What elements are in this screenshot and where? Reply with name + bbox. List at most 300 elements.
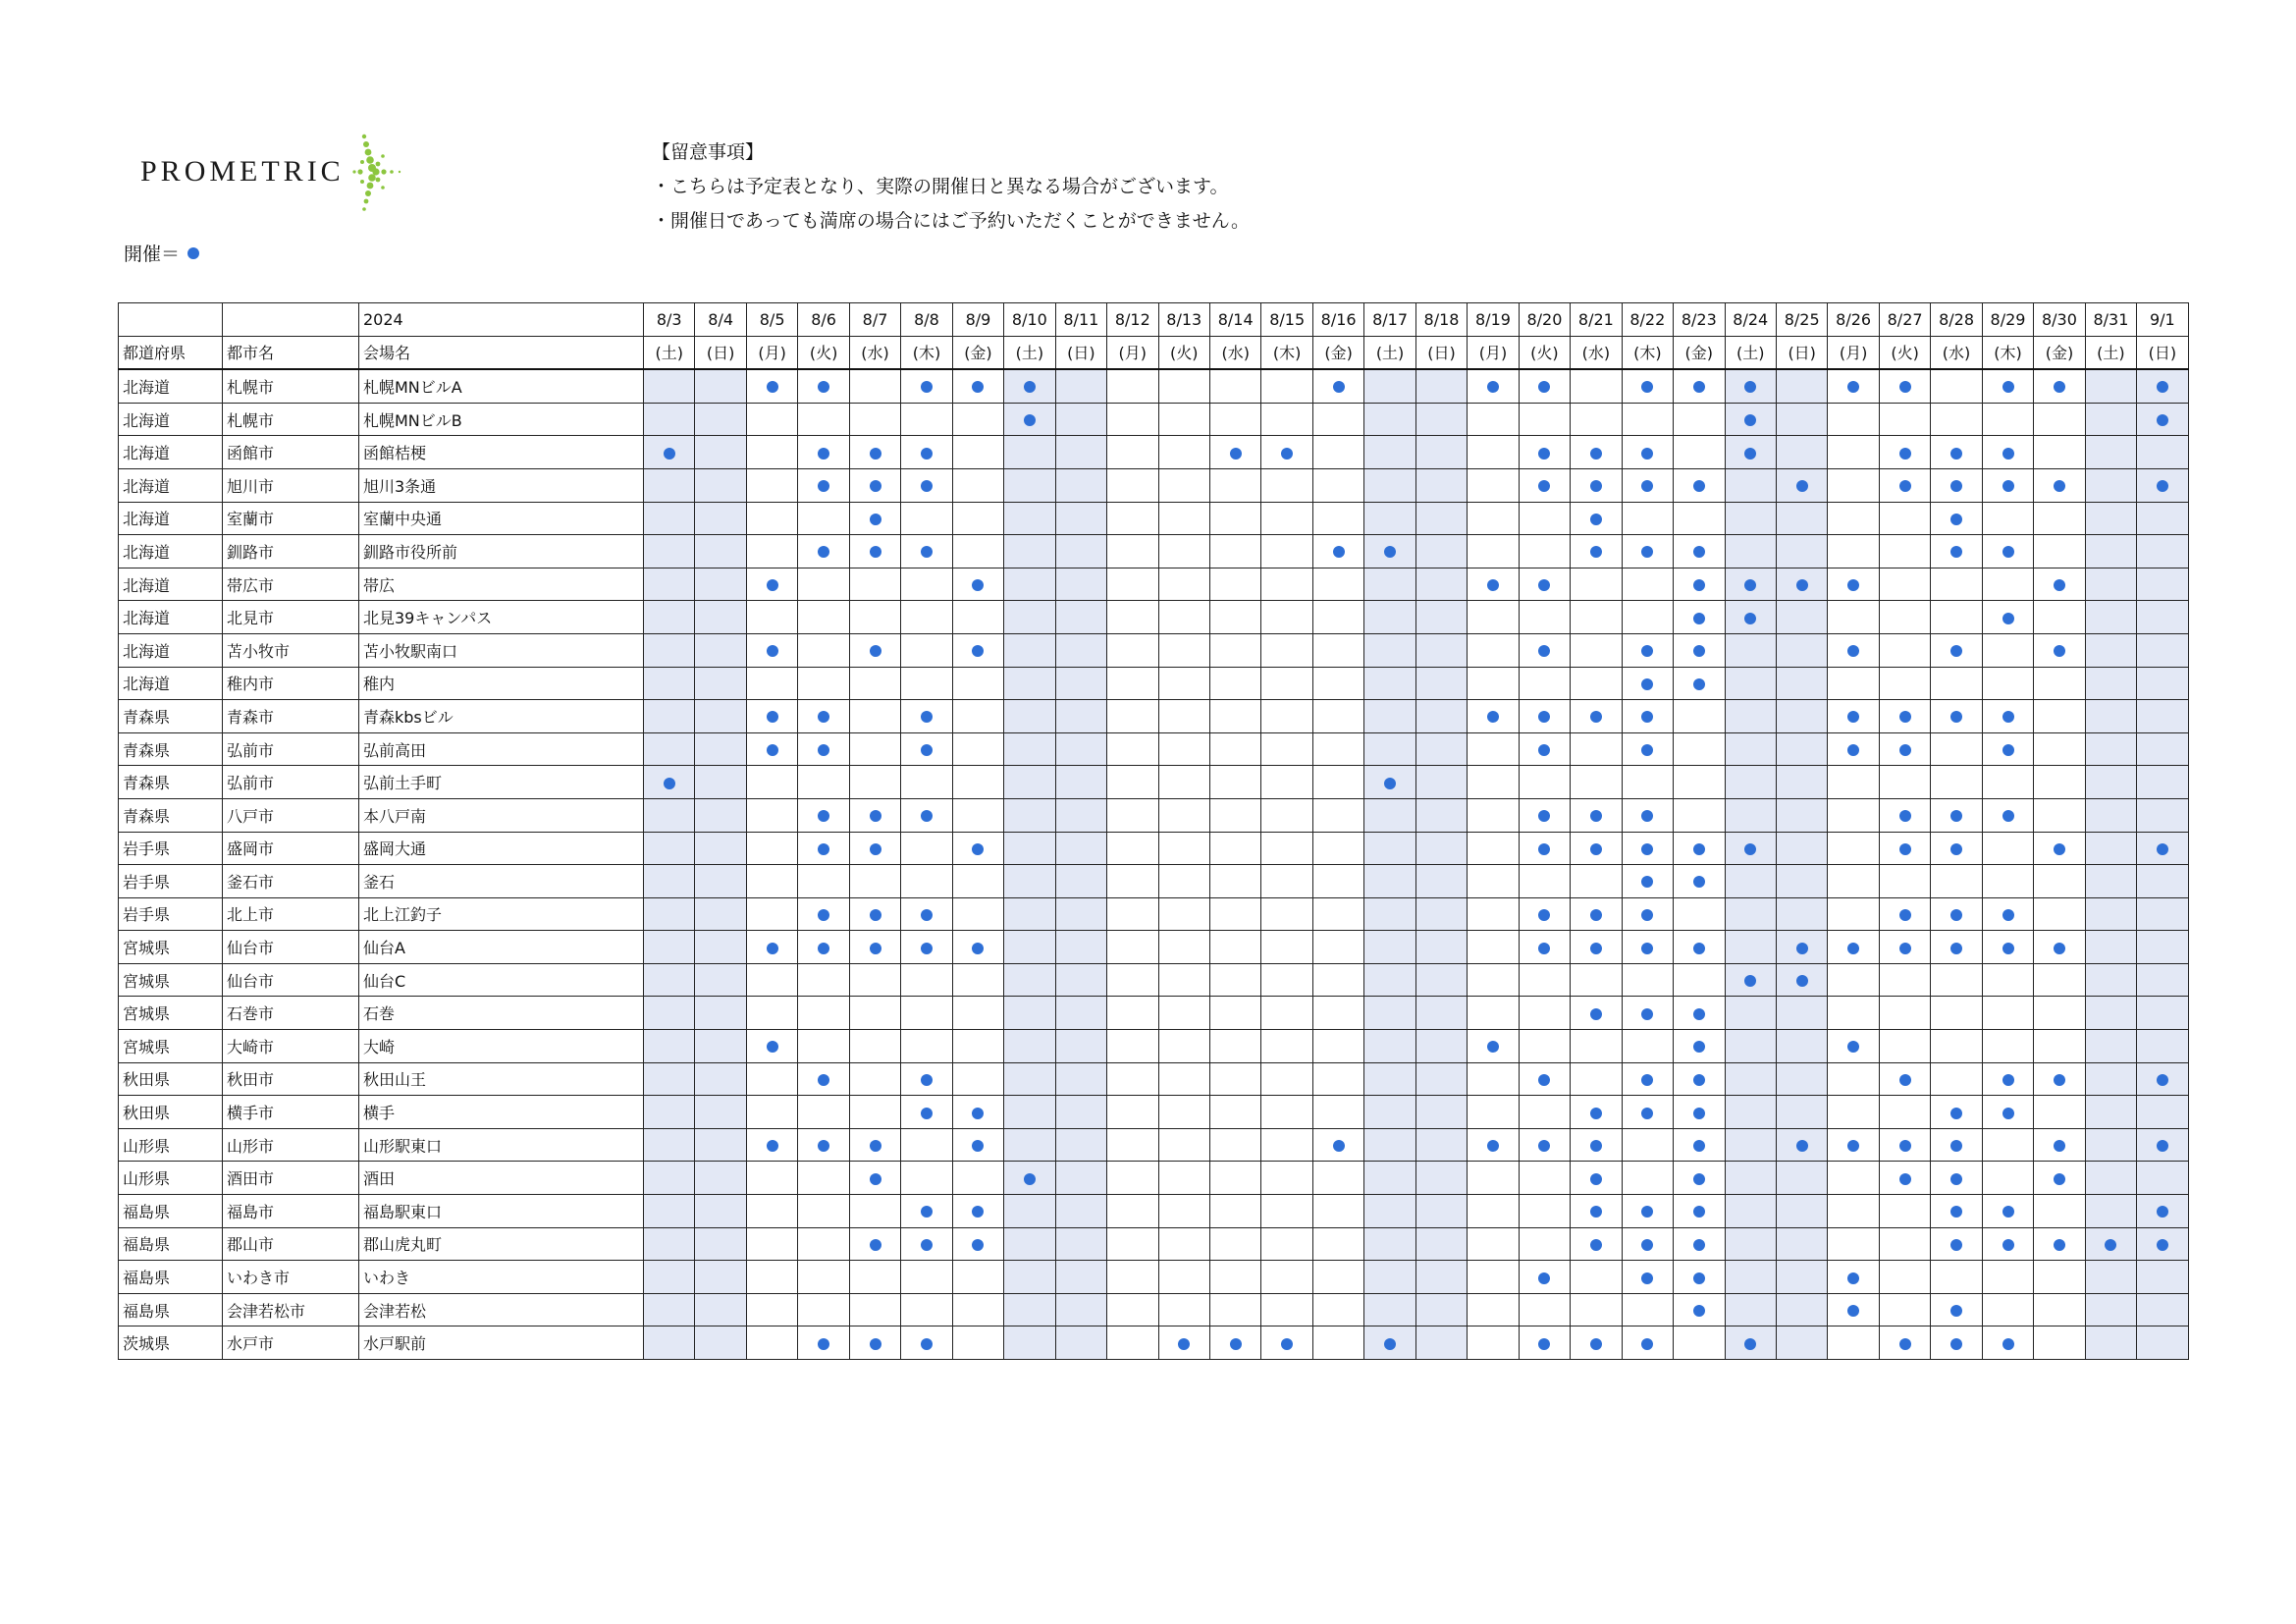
schedule-cell [1519,1195,1570,1228]
notes-section [652,135,1250,239]
schedule-cell [1622,865,1673,898]
schedule-cell [1209,997,1260,1030]
schedule-cell [849,1261,900,1294]
schedule-cell [1725,897,1776,931]
schedule-cell [901,601,952,634]
session-dot-icon [1538,943,1550,954]
schedule-cell [1879,403,1930,436]
schedule-cell [1571,1261,1622,1294]
schedule-cell [952,1128,1003,1162]
schedule-cell [746,700,797,733]
schedule-cell [1982,568,2033,601]
session-dot-icon [1641,810,1653,822]
schedule-cell [1312,963,1363,997]
session-dot-icon [767,943,778,954]
prefecture-cell: 岩手県 [119,865,223,898]
schedule-cell [1982,897,2033,931]
prefecture-cell: 青森県 [119,732,223,766]
schedule-cell [1107,832,1158,865]
session-dot-icon [2054,645,2065,657]
session-dot-icon [1641,843,1653,855]
schedule-cell [1828,535,1879,568]
date-header: 8/9 [952,303,1003,337]
schedule-cell [952,1030,1003,1063]
schedule-cell [1828,997,1879,1030]
session-dot-icon [1538,480,1550,492]
schedule-cell [1364,1096,1415,1129]
schedule-cell [952,1293,1003,1326]
schedule-cell [1519,732,1570,766]
schedule-cell [1519,1293,1570,1326]
schedule-cell [1055,1326,1106,1360]
schedule-cell [1674,1261,1725,1294]
schedule-cell [2137,1162,2188,1195]
schedule-cell [1158,1096,1209,1129]
schedule-cell [1776,535,1827,568]
schedule-cell [746,1062,797,1096]
schedule-cell [1468,766,1519,799]
prefecture-cell: 岩手県 [119,897,223,931]
schedule-cell [2137,1128,2188,1162]
session-dot-icon [1538,744,1550,756]
schedule-cell [1158,1293,1209,1326]
weekday-header: (土) [2085,336,2136,369]
prefecture-cell: 北海道 [119,535,223,568]
venue-cell: 大崎 [359,1030,644,1063]
schedule-cell [901,1261,952,1294]
schedule-cell [1055,766,1106,799]
session-dot-icon [2157,480,2168,492]
schedule-cell [1261,667,1312,700]
prefecture-cell: 山形県 [119,1128,223,1162]
prefecture-cell: 北海道 [119,436,223,469]
schedule-cell [746,633,797,667]
schedule-cell [1725,1227,1776,1261]
schedule-cell [1931,865,1982,898]
schedule-cell [1261,1128,1312,1162]
schedule-cell [1776,1030,1827,1063]
weekday-header: (月) [1107,336,1158,369]
table-row [119,766,2189,799]
venue-cell: 函館桔梗 [359,436,644,469]
schedule-cell [2034,633,2085,667]
schedule-cell [1055,1227,1106,1261]
schedule-cell [1468,1096,1519,1129]
session-dot-icon [767,381,778,393]
schedule-cell [798,667,849,700]
city-cell: 横手市 [223,1096,359,1129]
schedule-cell [1004,369,1055,403]
schedule-cell [952,633,1003,667]
schedule-cell [1158,1261,1209,1294]
schedule-cell [1055,732,1106,766]
schedule-cell [644,931,695,964]
schedule-cell [1158,601,1209,634]
schedule-cell [1312,700,1363,733]
weekday-header: (土) [1725,336,1776,369]
weekday-header: (月) [746,336,797,369]
session-dot-icon [1950,810,1962,822]
schedule-cell [1055,1195,1106,1228]
schedule-cell [901,865,952,898]
session-dot-icon [1693,678,1705,690]
schedule-cell [1468,1128,1519,1162]
schedule-cell [952,667,1003,700]
session-dot-icon [1950,1108,1962,1119]
schedule-cell [1468,732,1519,766]
weekday-header: (火) [798,336,849,369]
session-dot-icon [1847,1041,1859,1053]
session-dot-icon [1744,381,1756,393]
schedule-cell [1982,963,2033,997]
session-dot-icon [1590,514,1602,525]
schedule-cell [2034,1293,2085,1326]
prefecture-cell: 北海道 [119,369,223,403]
schedule-cell [746,369,797,403]
schedule-cell [2085,832,2136,865]
date-header: 8/24 [1725,303,1776,337]
schedule-cell [1982,1326,2033,1360]
schedule-cell [798,1162,849,1195]
session-dot-icon [2157,843,2168,855]
session-dot-icon [870,810,881,822]
session-dot-icon [1847,744,1859,756]
schedule-cell [1828,766,1879,799]
schedule-cell [1004,1030,1055,1063]
date-header: 8/19 [1468,303,1519,337]
schedule-cell [695,1128,746,1162]
schedule-cell [1055,798,1106,832]
schedule-cell [1571,700,1622,733]
session-dot-icon [1693,1041,1705,1053]
schedule-cell [1879,468,1930,502]
schedule-cell [1725,732,1776,766]
schedule-cell [2085,1062,2136,1096]
weekday-header: (金) [952,336,1003,369]
schedule-cell [1622,700,1673,733]
weekday-header: (木) [1982,336,2033,369]
blue-dot-icon [187,247,199,259]
schedule-cell [798,568,849,601]
schedule-cell [1879,369,1930,403]
schedule-cell [798,931,849,964]
city-cell: 八戸市 [223,798,359,832]
schedule-cell [1776,1326,1827,1360]
session-dot-icon [1899,1140,1911,1152]
col-header-city: 都市名 [223,336,359,369]
schedule-cell [1725,832,1776,865]
schedule-cell [1828,732,1879,766]
schedule-cell [1519,568,1570,601]
schedule-cell [1982,667,2033,700]
schedule-cell [1776,369,1827,403]
session-dot-icon [870,843,881,855]
schedule-cell [952,1227,1003,1261]
schedule-cell [1674,1096,1725,1129]
schedule-cell [1004,1261,1055,1294]
schedule-cell [798,1293,849,1326]
session-dot-icon [1847,943,1859,954]
schedule-cell [2034,766,2085,799]
session-dot-icon [2002,1338,2014,1350]
schedule-cell [1879,601,1930,634]
session-dot-icon [1641,711,1653,723]
schedule-cell [1674,667,1725,700]
schedule-cell [1674,766,1725,799]
city-cell: 大崎市 [223,1030,359,1063]
schedule-cell [1931,931,1982,964]
schedule-cell [1004,1227,1055,1261]
schedule-cell [1415,798,1467,832]
venue-cell: 青森kbsビル [359,700,644,733]
schedule-cell [1158,732,1209,766]
session-dot-icon [1641,1206,1653,1218]
prefecture-cell: 福島県 [119,1293,223,1326]
schedule-cell [1828,1162,1879,1195]
schedule-cell [849,963,900,997]
schedule-cell [1312,766,1363,799]
session-dot-icon [1538,711,1550,723]
schedule-cell [1725,766,1776,799]
session-dot-icon [2054,943,2065,954]
session-dot-icon [1641,876,1653,888]
schedule-cell [1519,865,1570,898]
schedule-cell [1158,1062,1209,1096]
schedule-cell [1055,1128,1106,1162]
schedule-cell [1879,535,1930,568]
session-dot-icon [870,1173,881,1185]
session-dot-icon [870,1140,881,1152]
schedule-cell [1107,535,1158,568]
schedule-cell [1776,633,1827,667]
session-dot-icon [1950,1305,1962,1317]
city-cell: 会津若松市 [223,1293,359,1326]
schedule-cell [1879,1261,1930,1294]
venue-cell: 札幌MNビルA [359,369,644,403]
session-dot-icon [1693,645,1705,657]
schedule-cell [1364,1326,1415,1360]
session-dot-icon [870,514,881,525]
session-dot-icon [921,448,933,460]
schedule-cell [849,997,900,1030]
schedule-cell [798,897,849,931]
schedule-cell [1107,931,1158,964]
schedule-cell [849,502,900,535]
schedule-cell [1261,865,1312,898]
session-dot-icon [1693,579,1705,591]
schedule-cell [2137,535,2188,568]
schedule-cell [1622,997,1673,1030]
session-dot-icon [972,1239,984,1251]
schedule-cell [1055,897,1106,931]
schedule-cell [1261,502,1312,535]
schedule-cell [644,468,695,502]
schedule-cell [1931,667,1982,700]
schedule-cell [901,897,952,931]
schedule-cell [952,568,1003,601]
schedule-cell [644,1195,695,1228]
schedule-cell [1415,1227,1467,1261]
session-dot-icon [1847,1305,1859,1317]
notes-title: 【留意事項】 [652,141,765,163]
schedule-cell [849,468,900,502]
schedule-cell [1209,667,1260,700]
schedule-cell [1004,865,1055,898]
schedule-cell [1468,468,1519,502]
schedule-cell [1004,633,1055,667]
prefecture-cell: 北海道 [119,633,223,667]
schedule-cell [2137,369,2188,403]
schedule-cell [1415,963,1467,997]
session-dot-icon [870,480,881,492]
schedule-cell [1107,897,1158,931]
schedule-cell [2034,1128,2085,1162]
schedule-cell [1674,535,1725,568]
session-dot-icon [1899,943,1911,954]
schedule-cell [1158,633,1209,667]
session-dot-icon [1847,711,1859,723]
schedule-cell [1982,1227,2033,1261]
session-dot-icon [1333,1140,1345,1152]
schedule-cell [1468,1030,1519,1063]
session-dot-icon [1281,448,1293,460]
schedule-cell [1209,963,1260,997]
schedule-cell [1725,633,1776,667]
schedule-cell [2085,601,2136,634]
logo-starburst-icon [350,123,409,221]
schedule-cell [2034,369,2085,403]
schedule-cell [849,931,900,964]
schedule-cell [1622,1162,1673,1195]
schedule-cell [1622,403,1673,436]
schedule-cell [746,766,797,799]
schedule-cell [1312,1293,1363,1326]
schedule-cell [1312,1261,1363,1294]
prefecture-cell: 北海道 [119,468,223,502]
schedule-cell [952,1326,1003,1360]
session-dot-icon [767,1140,778,1152]
session-dot-icon [1796,1140,1808,1152]
schedule-cell [1828,1096,1879,1129]
schedule-cell [1879,832,1930,865]
session-dot-icon [1950,448,1962,460]
session-dot-icon [1950,1338,1962,1350]
schedule-cell [1364,667,1415,700]
schedule-cell [2137,1096,2188,1129]
schedule-cell [1725,997,1776,1030]
session-dot-icon [1693,1305,1705,1317]
schedule-cell [849,1326,900,1360]
schedule-cell [1312,1030,1363,1063]
schedule-cell [1776,1096,1827,1129]
schedule-cell [849,1227,900,1261]
session-dot-icon [1950,546,1962,558]
weekday-header: (日) [1055,336,1106,369]
schedule-cell [1571,535,1622,568]
session-dot-icon [2002,1108,2014,1119]
schedule-cell [1571,502,1622,535]
table-row [119,1096,2189,1129]
schedule-cell [2137,1030,2188,1063]
schedule-cell [952,798,1003,832]
schedule-cell [1468,436,1519,469]
schedule-cell [1107,1326,1158,1360]
schedule-cell [644,897,695,931]
schedule-cell [644,700,695,733]
schedule-cell [1004,963,1055,997]
schedule-cell [798,1195,849,1228]
schedule-cell [901,1128,952,1162]
schedule-cell [952,732,1003,766]
schedule-cell [1107,568,1158,601]
city-cell: いわき市 [223,1261,359,1294]
session-dot-icon [1744,414,1756,426]
schedule-cell [2085,766,2136,799]
schedule-cell [2085,502,2136,535]
schedule-cell [644,865,695,898]
schedule-cell [798,369,849,403]
prefecture-cell: 福島県 [119,1195,223,1228]
session-dot-icon [1641,909,1653,921]
schedule-cell [695,1261,746,1294]
schedule-cell [952,403,1003,436]
schedule-cell [1982,700,2033,733]
schedule-cell [1879,732,1930,766]
schedule-cell [1571,436,1622,469]
schedule-cell [1674,700,1725,733]
schedule-cell [1055,468,1106,502]
schedule-cell [798,865,849,898]
venue-cell: 横手 [359,1096,644,1129]
venue-cell: 仙台C [359,963,644,997]
schedule-cell [1931,502,1982,535]
schedule-cell [1982,1096,2033,1129]
schedule-cell [644,1326,695,1360]
session-dot-icon [1899,1338,1911,1350]
schedule-cell [952,502,1003,535]
weekday-header: (火) [1519,336,1570,369]
schedule-cell [1107,798,1158,832]
schedule-cell [2034,865,2085,898]
schedule-cell [1158,1195,1209,1228]
schedule-cell [1674,865,1725,898]
schedule-cell [849,832,900,865]
schedule-cell [1931,1261,1982,1294]
schedule-cell [1622,798,1673,832]
schedule-cell [1312,468,1363,502]
city-cell: 郡山市 [223,1227,359,1261]
schedule-cell [1931,732,1982,766]
table-row [119,436,2189,469]
schedule-cell [1209,369,1260,403]
schedule-cell [746,798,797,832]
col-header-venue: 会場名 [359,336,644,369]
session-dot-icon [818,480,829,492]
schedule-cell [644,1227,695,1261]
venue-cell: 苫小牧駅南口 [359,633,644,667]
schedule-cell [695,502,746,535]
table-row [119,601,2189,634]
schedule-cell [1261,468,1312,502]
schedule-cell [1931,436,1982,469]
schedule-cell [798,963,849,997]
schedule-cell [1571,865,1622,898]
schedule-cell [1261,1326,1312,1360]
schedule-cell [644,1096,695,1129]
schedule-cell [2034,1062,2085,1096]
schedule-cell [1776,700,1827,733]
schedule-cell [695,1227,746,1261]
